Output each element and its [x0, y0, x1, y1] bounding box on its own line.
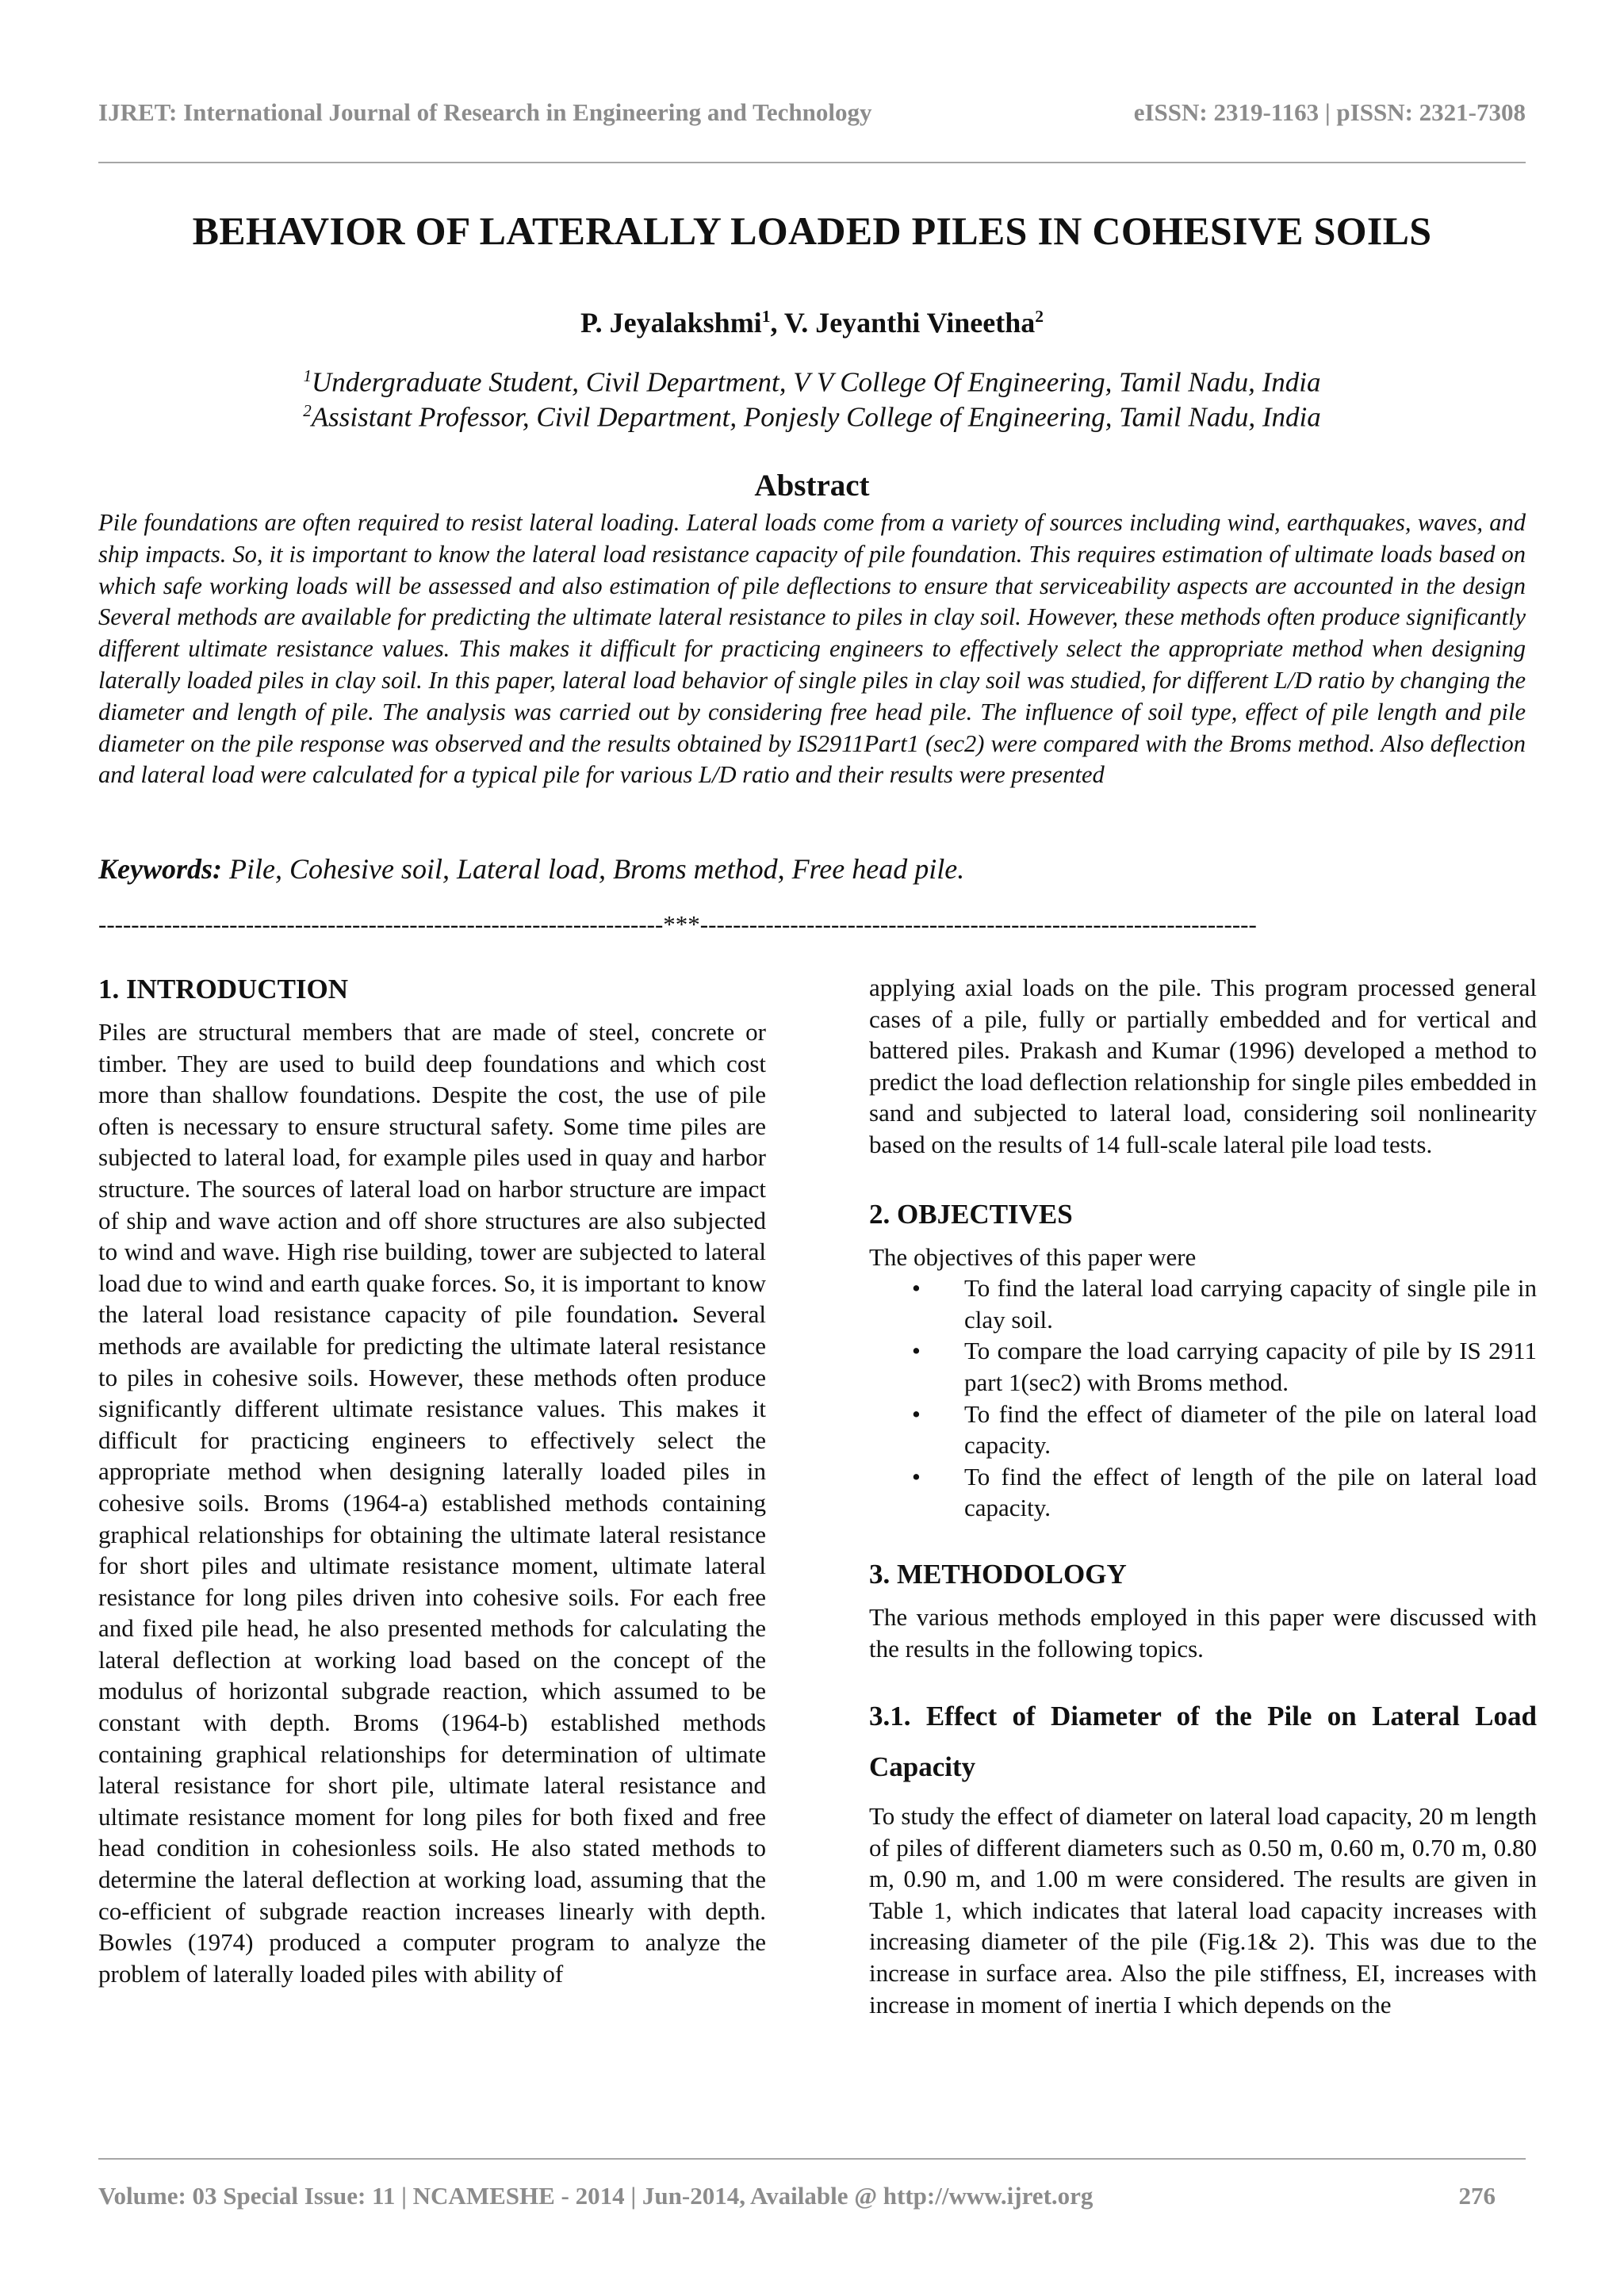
methodology-text: The various methods employed in this paper were discussed with the results in the following topics. [869, 1602, 1537, 1663]
right-column [869, 972, 1537, 2020]
introduction-heading: 1. INTRODUCTION [98, 974, 349, 1004]
introduction-continuation: applying axial loads on the pile. This program processed general cases of a pile, fully or partially embedded and for vertical and battered piles. Prakash and Kumar (1996) developed a method to predict the load deflection relationship for single piles embedded in sand and subjected to lateral load, considering soil nonlinearity based on the results of 14 full-scale lateral pile load tests. [869, 974, 1537, 1158]
intro-bold-period: . [672, 1300, 679, 1329]
footer-rule [98, 2158, 1526, 2160]
section-3-1-heading: 3.1. Effect of Diameter of the Pile on Lateral Load Capacity [869, 1701, 1537, 1783]
list-item-text: To find the effect of diameter of the pile on lateral load capacity. [964, 1399, 1537, 1460]
section-separator: ---------------------------------------------------------------------***-------------------------------------------------------------------- [98, 910, 1257, 938]
abstract-heading: Abstract [754, 469, 870, 503]
page-number: 276 [1458, 2182, 1496, 2210]
bullet-icon: • [912, 1274, 921, 1303]
paper-title: BEHAVIOR OF LATERALLY LOADED PILES IN COHESIVE SOILS [192, 209, 1432, 253]
affiliation-sup: 1 [303, 366, 312, 385]
abstract-text: Pile foundations are often required to resist lateral loading. Lateral loads come from a variety of sources including wind, earthquakes, waves, and ship impacts. So, it is important to know the lateral load resistance capacity of pile foundation. This requires estimation of ultimate loads based on which safe working loads will be assessed and also estimation of pile deflections to ensure that serviceability aspects are accounted in the design Several methods are available for predicting the ultimate lateral resistance to piles in clay soil. However, these methods often produce significantly different ultimate resistance values. This makes it difficult for practicing engineers to effectively select the appropriate method when designing laterally loaded piles in clay soil. In this paper, lateral load behavior of single piles in clay soil was studied, for different L/D ratio by changing the diameter and length of pile. The analysis was carried out by considering free head pile. The influence of soil type, effect of pile length and pile diameter on the pile response was observed and the results obtained by IS2911Part1 (sec2) were compared with the Broms method. Also deflection and lateral load were calculated for a typical pile for various L/D ratio and their results were presented [98, 509, 1526, 789]
bullet-icon: • [912, 1462, 921, 1490]
intro-text-part: Piles are structural members that are made of steel, concrete or timber. They are used to build deep foundations and which cost more than shallow foundations. Despite the cost, the use of pile often is necessary to ensure structural safety. Some time piles are subjected to lateral load, for example piles used in quay and harbor structure. The sources of lateral load on harbor structure are impact of ship and wave action and off shore structures are also subjected to wind and wave. High rise building, tower are subjected to lateral load due to wind and earth quake forces. So, it is important to know the lateral load resistance capacity of pile foundation [98, 1018, 766, 1329]
list-item [912, 1461, 1537, 1524]
methodology-heading: 3. METHODOLOGY [869, 1558, 1127, 1590]
affiliation-sup: 2 [303, 401, 312, 420]
intro-text-part: Several methods are available for predicting the ultimate lateral resistance to piles in cohesive soils. However, these methods often produce significantly different ultimate resistance values. This makes it difficult for practicing engineers to effectively select the appropriate method when designing laterally loaded piles in cohesive soils. Broms (1964-a) established methods containing graphical relationships for obtaining the ultimate lateral resistance for short piles and ultimate resistance moment, ultimate lateral resistance for long piles driven into cohesive soils. For each free and fixed pile head, he also presented methods for calculating the lateral deflection at working load based on the concept of the modulus of horizontal subgrade reaction, which assumed to be constant with depth. Broms (1964-b) established methods containing graphical relationships for determination of ultimate lateral resistance for short pile, ultimate lateral resistance and ultimate resistance moment for long piles for both fixed and free head condition in cohesionless soils. He also stated methods to determine the lateral deflection at working load, assuming that the co-efficient of subgrade reaction increases linearly with depth. Bowles (1974) produced a computer program to analyze the problem of laterally loaded piles with ability of [98, 1300, 766, 1988]
author-name: V. Jeyanthi Vineetha [783, 307, 1036, 339]
list-item [912, 1335, 1537, 1398]
bullet-icon: • [912, 1399, 921, 1428]
keywords-label: Keywords: [98, 853, 222, 885]
affiliation-1 [0, 366, 1624, 399]
author-sup: 1 [761, 307, 771, 326]
keywords-text: Pile, Cohesive soil, Lateral load, Broms method, Free head pile. [222, 853, 965, 885]
author-separator: , [770, 307, 784, 339]
list-item-text: To compare the load carrying capacity of pile by IS 2911 part 1(sec2) with Broms method. [964, 1337, 1537, 1396]
issn-info: eISSN: 2319-1163 | pISSN: 2321-7308 [1133, 98, 1526, 126]
affiliation-text: Assistant Professor, Civil Department, Ponjesly College of Engineering, Tamil Nadu, India [311, 401, 1321, 433]
list-item-text: To find the effect of length of the pile on lateral load capacity. [964, 1462, 1537, 1522]
footer-text: Volume: 03 Special Issue: 11 | NCAMESHE - 2014 | Jun-2014, Available @ http://www.ijret.org [98, 2182, 1094, 2210]
bullet-icon: • [912, 1337, 921, 1365]
affiliation-2 [0, 401, 1624, 434]
list-item [912, 1272, 1537, 1335]
affiliation-text: Undergraduate Student, Civil Department, V V College Of Engineering, Tamil Nadu, India [311, 366, 1321, 398]
author-name: P. Jeyalakshmi [580, 307, 762, 339]
introduction-paragraph [98, 1016, 766, 1989]
objectives-intro: The objectives of this paper were [869, 1242, 1197, 1271]
keywords [98, 852, 964, 886]
author-sup: 2 [1035, 307, 1044, 326]
section-3-1-text: To study the effect of diameter on lateral load capacity, 20 m length of piles of different diameters such as 0.50 m, 0.60 m, 0.70 m, 0.80 m, 0.90 m, and 1.00 m were considered. The results are given in Table 1, which indicates that lateral load capacity increases with increasing diameter of the pile (Fig.1& 2). This was due to the increase in surface area. Also the pile stiffness, EI, increases with increase in moment of inertia I which depends on the [869, 1802, 1537, 2019]
author-line [0, 306, 1624, 339]
list-item-text: To find the lateral load carrying capacity of single pile in clay soil. [964, 1274, 1537, 1334]
left-column [98, 970, 766, 1989]
header-rule [98, 162, 1526, 163]
objectives-list [869, 1272, 1537, 1524]
list-item [912, 1399, 1537, 1461]
running-header [98, 98, 1526, 133]
journal-name: IJRET: International Journal of Research in Engineering and Technology [98, 98, 872, 126]
page-footer [98, 2182, 1526, 2210]
objectives-heading: 2. OBJECTIVES [869, 1198, 1073, 1230]
